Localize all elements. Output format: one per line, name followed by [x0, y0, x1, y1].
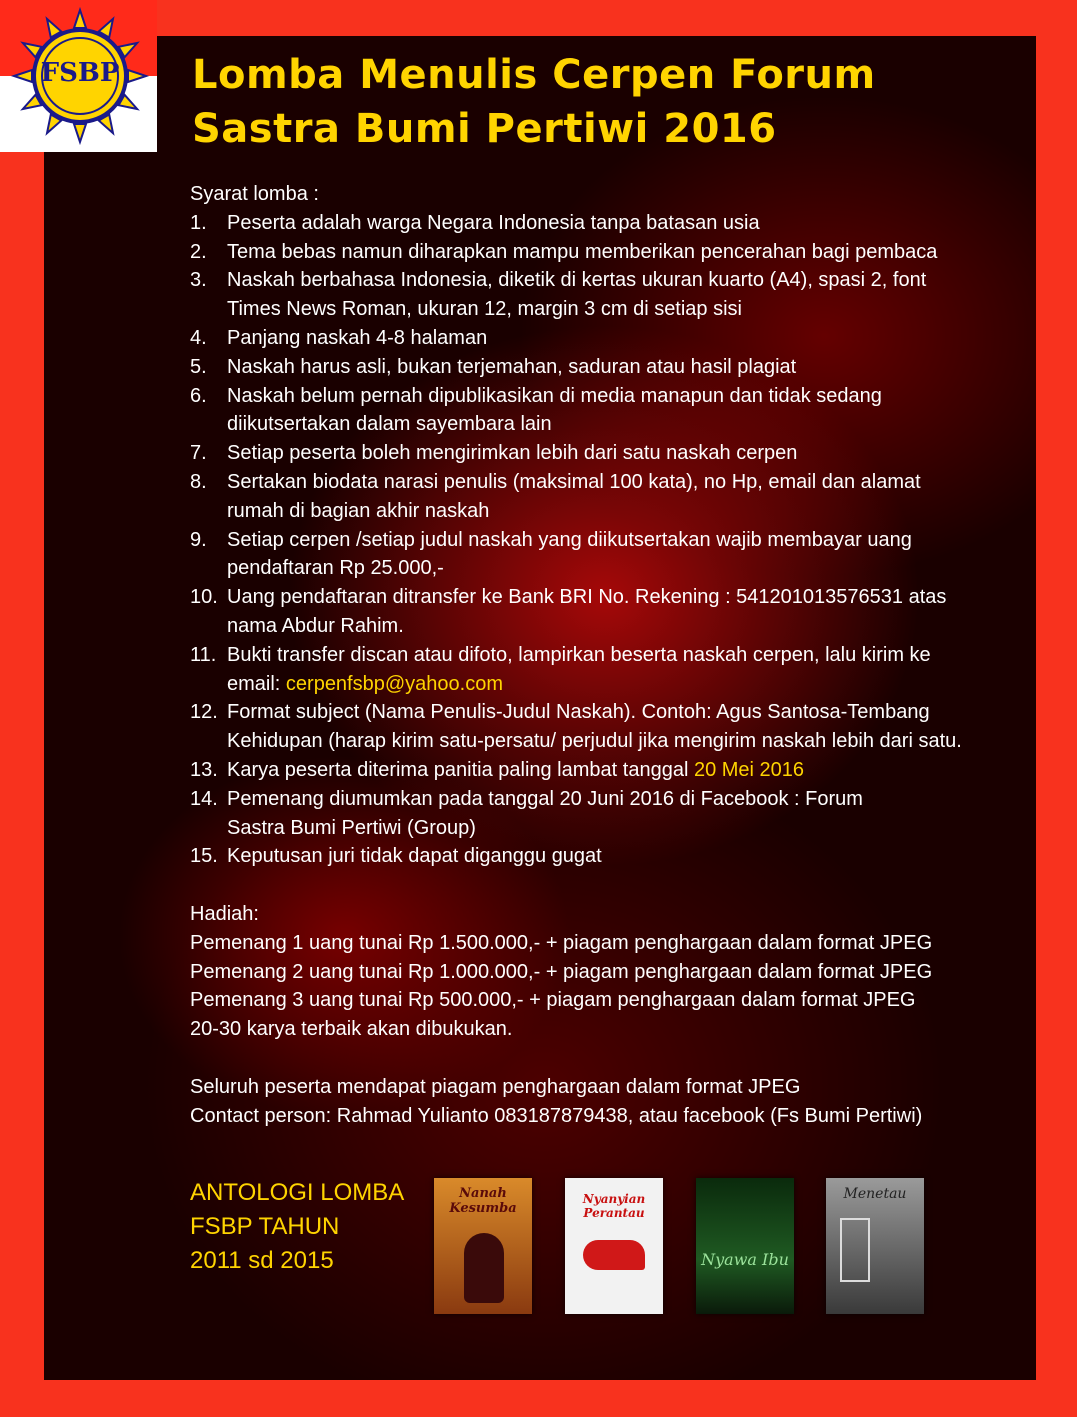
- book-cover-nanah-kesumba: Nanah Kesumba: [434, 1178, 532, 1314]
- prizes-heading: Hadiah:: [190, 902, 259, 925]
- rule-item: 13. Karya peserta diterima panitia paling lambat tanggal 20 Mei 2016: [190, 758, 805, 781]
- rule-item: 7. Setiap peserta boleh mengirimkan lebih dari satu naskah cerpen: [190, 442, 798, 465]
- rule-item: 9. Setiap cerpen /setiap judul naskah yang diikutsertakan wajib membayar uang pendaftaran Rp 25.000,-: [190, 528, 912, 580]
- rule-item: 10. Uang pendaftaran ditransfer ke Bank BRI No. Rekening : 541201013576531 atas nama Abdur Rahim.: [190, 586, 947, 637]
- rule-item: 5. Naskah harus asli, bukan terjemahan, saduran atau hasil plagiat: [190, 355, 797, 378]
- rules-list: [190, 209, 1010, 871]
- rules-heading: Syarat lomba :: [190, 183, 319, 205]
- book-cover-nyanyian-perantau: Nyanyian Perantau: [565, 1178, 663, 1314]
- rule-item: 4. Panjang naskah 4-8 halaman: [190, 326, 488, 349]
- rule-item: 11. Bukti transfer discan atau difoto, lampirkan beserta naskah cerpen, lalu kirim ke email: cerpenfsbp@yahoo.com: [190, 643, 931, 695]
- title-line-2: Sastra Bumi Pertiwi 2016: [192, 106, 777, 152]
- rule-item: 12. Format subject (Nama Penulis-Judul Naskah). Contoh: Agus Santosa-Tembang Kehidupan (harap kirim satu-persatu/ perjudul jika mengirim naskah lebih dari satu.: [190, 701, 962, 753]
- rule-item: 8. Sertakan biodata narasi penulis (maksimal 100 kata), no Hp, email dan alamat rumah di bagian akhir naskah: [190, 470, 921, 522]
- prize-line: Pemenang 1 uang tunai Rp 1.500.000,- + piagam penghargaan dalam format JPEG: [190, 931, 933, 954]
- logo-text: FSBP: [40, 58, 120, 88]
- footer-line: Seluruh peserta mendapat piagam penghargaan dalam format JPEG: [190, 1075, 801, 1098]
- book-cover-menetau: Menetau: [826, 1178, 924, 1314]
- book-cover-nyawa-ibu: Nyawa Ibu: [696, 1178, 794, 1314]
- antologi-label: ANTOLOGI LOMBA FSBP TAHUN 2011 sd 2015: [190, 1179, 405, 1274]
- prize-line: Pemenang 2 uang tunai Rp 1.000.000,- + piagam penghargaan dalam format JPEG: [190, 960, 933, 983]
- title-line-1: Lomba Menulis Cerpen Forum: [192, 52, 876, 98]
- prize-line: Pemenang 3 uang tunai Rp 500.000,- + piagam penghargaan dalam format JPEG: [190, 989, 916, 1012]
- rule-item: 14. Pemenang diumumkan pada tanggal 20 Juni 2016 di Facebook : Forum Sastra Bumi Pertiwi (Group): [190, 787, 863, 839]
- deadline-date: 20 Mei 2016: [693, 758, 805, 781]
- rule-item: 1. Peserta adalah warga Negara Indonesia tanpa batasan usia: [190, 211, 760, 234]
- rule-item: 6. Naskah belum pernah dipublikasikan di media manapun dan tidak sedang diikutsertakan dalam sayembara lain: [190, 384, 882, 436]
- content: [190, 180, 1010, 1130]
- rule-item: 2. Tema bebas namun diharapkan mampu memberikan pencerahan bagi pembaca: [190, 240, 938, 263]
- prize-line: 20-30 karya terbaik akan dibukukan.: [190, 1018, 513, 1041]
- logo-box: [0, 0, 157, 152]
- email-link[interactable]: cerpenfsbp@yahoo.com: [285, 672, 503, 695]
- rule-item: 15. Keputusan juri tidak dapat diganggu gugat: [190, 845, 602, 868]
- contact-line: Contact person: Rahmad Yulianto 083187879438, atau facebook (Fs Bumi Pertiwi): [190, 1104, 923, 1127]
- rule-item: 3. Naskah berbahasa Indonesia, diketik di kertas ukuran kuarto (A4), spasi 2, font Times News Roman, ukuran 12, margin 3 cm di setiap sisi: [190, 269, 927, 321]
